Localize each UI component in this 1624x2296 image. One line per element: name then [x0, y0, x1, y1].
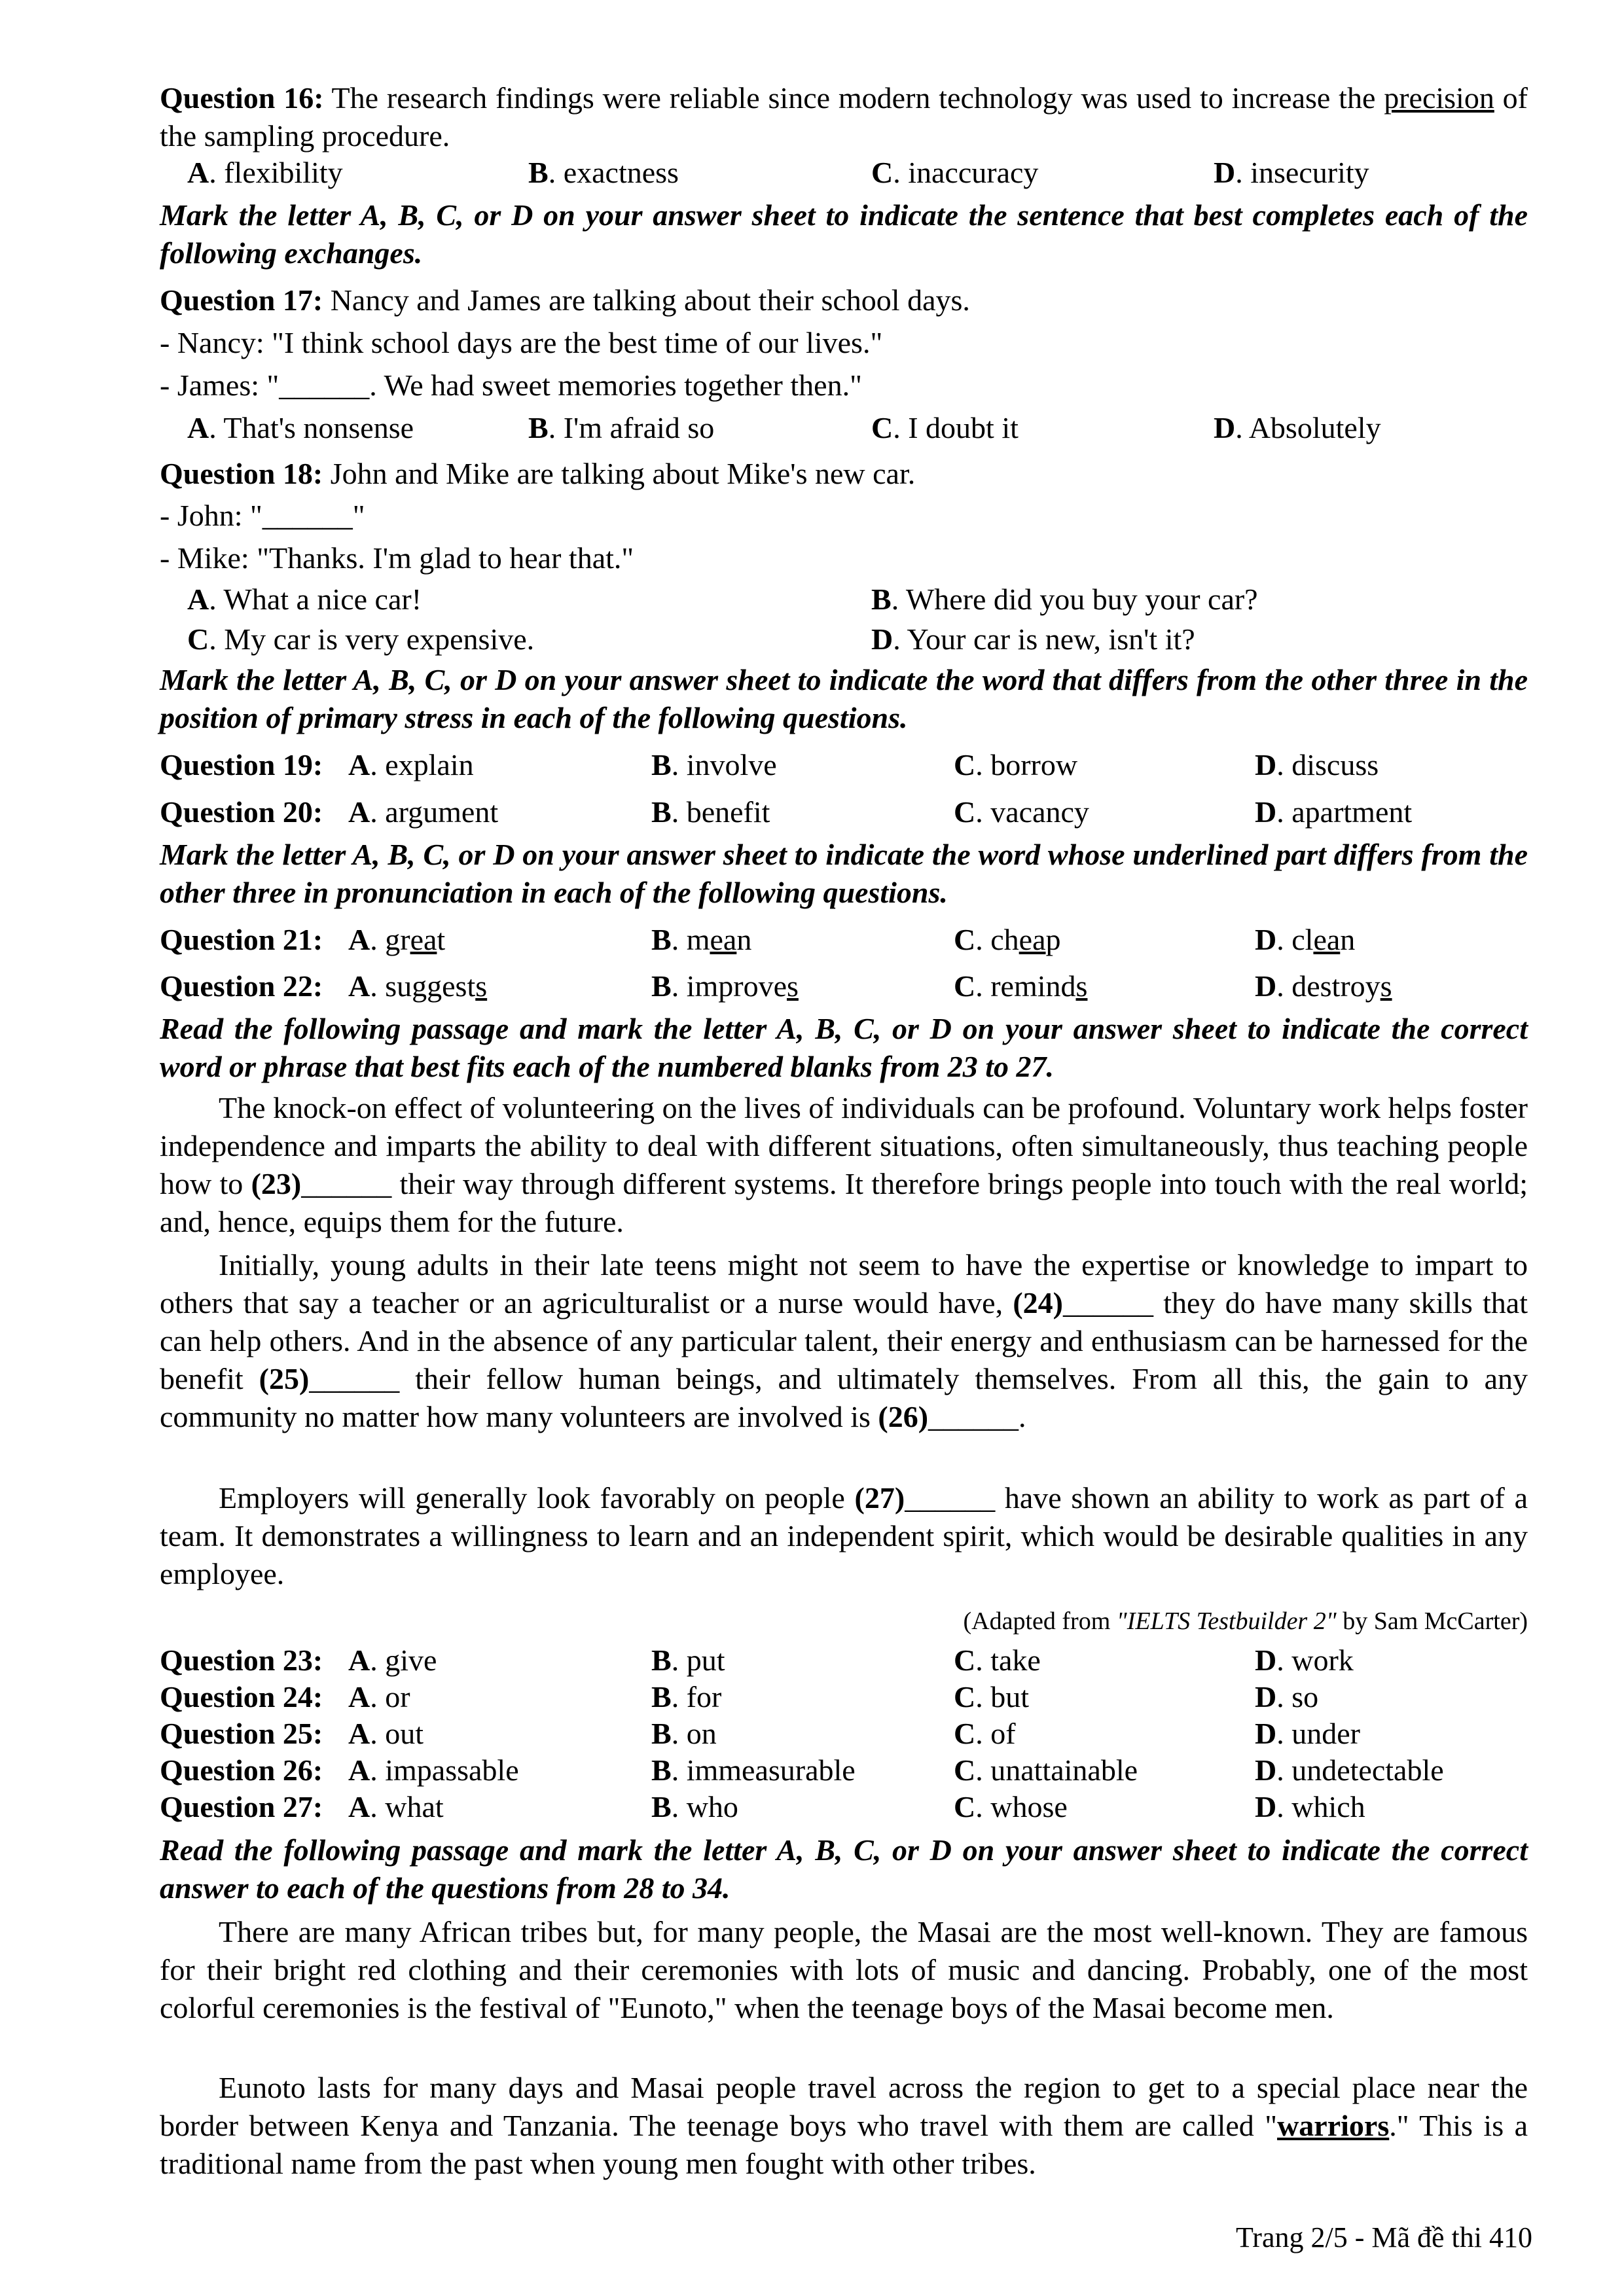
instruction-pronunciation: Mark the letter A, B, C, or D on your answer sheet to indicate the word whose underlined part differs from the other three in pronunciation in each of the following questions.: [160, 838, 1528, 909]
passage-source: (Adapted from "IELTS Testbuilder 2" by Sam McCarter): [963, 1607, 1528, 1635]
option-c[interactable]: C. unattainable: [954, 1753, 1138, 1787]
option-a[interactable]: A. That's nonsense: [187, 411, 414, 444]
option-d[interactable]: D. which: [1255, 1790, 1365, 1823]
option-c[interactable]: C. inaccuracy: [871, 156, 1039, 189]
option-d[interactable]: D. so: [1255, 1680, 1319, 1713]
question-label: Question 16:: [160, 81, 324, 115]
option-a[interactable]: A. give: [348, 1643, 437, 1677]
question-17-options: [0, 409, 1624, 447]
option-c[interactable]: C. reminds: [954, 969, 1088, 1003]
instruction-stress: Mark the letter A, B, C, or D on your answer sheet to indicate the word that differs from the other three in the position of primary stress in each of the following questions.: [160, 663, 1528, 734]
option-b[interactable]: B. put: [651, 1643, 725, 1677]
question-16-options: [0, 154, 1624, 192]
option-c[interactable]: C. My car is very expensive.: [187, 622, 535, 656]
instruction-exchanges: Mark the letter A, B, C, or D on your answer sheet to indicate the sentence that best completes each of the following exchanges.: [160, 198, 1528, 270]
option-b[interactable]: B. for: [651, 1680, 722, 1713]
option-b[interactable]: B. mean: [651, 923, 752, 956]
dialogue-line: - Mike: "Thanks. I'm glad to hear that.": [160, 541, 634, 575]
passage-paragraph: There are many African tribes but, for many people, the Masai are the most well-known. They are famous for their bright red clothing and their ceremonies with lots of music and dancing. Probably, one of the most colorful ceremonies is the festival of "Eunoto," when the teenage boys of the Masai become men.: [160, 1915, 1528, 2024]
question-21: [0, 921, 1624, 959]
option-a[interactable]: A. argument: [348, 795, 499, 829]
option-c[interactable]: C. vacancy: [954, 795, 1089, 829]
stem-text: The research findings were reliable since modern technology was used to increase the: [323, 81, 1384, 115]
question-label: Question 20:: [160, 795, 323, 829]
option-d[interactable]: D. Your car is new, isn't it?: [871, 622, 1195, 656]
dialogue-line: - Nancy: "I think school days are the best time of our lives.": [160, 326, 883, 359]
question-18-options-cd: [0, 620, 1624, 658]
question-18-options-ab: [0, 581, 1624, 619]
option-a[interactable]: A. what: [348, 1790, 444, 1823]
option-d[interactable]: D. under: [1255, 1717, 1360, 1750]
option-c[interactable]: C. take: [954, 1643, 1041, 1677]
option-b[interactable]: B. who: [651, 1790, 738, 1823]
question-22: [0, 967, 1624, 1005]
option-a[interactable]: A. out: [348, 1717, 424, 1750]
option-d[interactable]: D. insecurity: [1214, 156, 1369, 189]
option-b[interactable]: B. involve: [651, 748, 777, 781]
question-19: [0, 746, 1624, 784]
question-23: Question 23: A. give B. put C. take D. work: [0, 1642, 1624, 1679]
dialogue-line: - John: "______": [160, 499, 365, 532]
question-label: Question 22:: [160, 969, 323, 1003]
passage-paragraph: Initially, young adults in their late teens might not seem to have the expertise or knowledge to impart to others that say a teacher or an agriculturalist or a nurse would have, (24)______ they do have many skills that can help others. And in the absence of any particular talent, their energy and enthusiasm can be harnessed for the benefit (25)______ their fellow human beings, and ultimately themselves. From all this, the gain to any community no matter how many volunteers are involved is (26)______.: [160, 1248, 1528, 1433]
option-b[interactable]: B. on: [651, 1717, 717, 1750]
option-a[interactable]: A. great: [348, 923, 446, 956]
option-b[interactable]: B. Where did you buy your car?: [871, 583, 1258, 616]
instruction-reading: Read the following passage and mark the letter A, B, C, or D on your answer sheet to indicate the correct answer to each of the questions from 28 to 34.: [160, 1833, 1528, 1905]
option-c[interactable]: C. but: [954, 1680, 1030, 1713]
question-26: Question 26: A. impassable B. immeasurable C. unattainable D. undetectable: [0, 1752, 1624, 1789]
option-d[interactable]: D. undetectable: [1255, 1753, 1444, 1787]
question-24: Question 24: A. or B. for C. but D. so: [0, 1679, 1624, 1715]
stem-text: of the sampling procedure.: [160, 81, 1528, 152]
passage-paragraph: The knock-on effect of volunteering on the lives of individuals can be profound. Voluntary work helps foster independence and imparts the ability to deal with different situations, often simultaneously, thus teaching people how to (23)______ their way through different systems. It therefore brings people into touch with the real world; and, hence, equips them for the future.: [160, 1091, 1528, 1238]
option-b[interactable]: B. benefit: [651, 795, 770, 829]
option-c[interactable]: C. whose: [954, 1790, 1068, 1823]
option-a[interactable]: A. impassable: [348, 1753, 519, 1787]
option-d[interactable]: D. clean: [1255, 923, 1356, 956]
option-b[interactable]: B. I'm afraid so: [528, 411, 715, 444]
option-d[interactable]: D. discuss: [1255, 748, 1379, 781]
option-c[interactable]: C. cheap: [954, 923, 1061, 956]
option-d[interactable]: D. apartment: [1255, 795, 1413, 829]
option-c[interactable]: C. of: [954, 1717, 1016, 1750]
underlined-word: precision: [1384, 81, 1494, 115]
option-b[interactable]: B. exactness: [528, 156, 679, 189]
question-16-stem: [160, 79, 1528, 155]
option-b[interactable]: B. immeasurable: [651, 1753, 856, 1787]
passage-paragraph: Employers will generally look favorably on people (27)______ have shown an ability to work as part of a team. It demonstrates a willingness to learn and an independent spirit, which would be desirable qualities in any employee.: [160, 1481, 1528, 1590]
option-c[interactable]: C. borrow: [954, 748, 1078, 781]
option-a[interactable]: A. explain: [348, 748, 474, 781]
question-label: Question 21:: [160, 923, 323, 956]
question-25: Question 25: A. out B. on C. of D. under: [0, 1715, 1624, 1752]
option-a[interactable]: A. suggests: [348, 969, 488, 1003]
question-18-stem: Question 18: John and Mike are talking about Mike's new car.: [160, 457, 916, 490]
option-b[interactable]: B. improves: [651, 969, 799, 1003]
option-d[interactable]: D. destroys: [1255, 969, 1392, 1003]
option-a[interactable]: A. or: [348, 1680, 410, 1713]
question-20: [0, 793, 1624, 831]
option-d[interactable]: D. Absolutely: [1214, 411, 1381, 444]
question-17-stem: Question 17: Nancy and James are talking about their school days.: [160, 283, 970, 317]
option-a[interactable]: A. What a nice car!: [187, 583, 422, 616]
passage-paragraph: Eunoto lasts for many days and Masai people travel across the region to get to a special place near the border between Kenya and Tanzania. The teenage boys who travel with them are called "warriors." This is a traditional name from the past when young men fought with other tribes.: [160, 2071, 1528, 2180]
instruction-cloze: Read the following passage and mark the letter A, B, C, or D on your answer sheet to indicate the correct word or phrase that best fits each of the numbered blanks from 23 to 27.: [160, 1012, 1528, 1083]
option-c[interactable]: C. I doubt it: [871, 411, 1019, 444]
page-footer: Trang 2/5 - Mã đề thi 410: [1235, 2221, 1532, 2253]
dialogue-line: - James: "______. We had sweet memories together then.": [160, 368, 862, 402]
highlighted-word: warriors: [1277, 2109, 1390, 2142]
question-27: Question 27: A. what B. who C. whose D. which: [0, 1789, 1624, 1825]
question-label: Question 19:: [160, 748, 323, 781]
option-d[interactable]: D. work: [1255, 1643, 1354, 1677]
option-a[interactable]: A. flexibility: [187, 156, 343, 189]
